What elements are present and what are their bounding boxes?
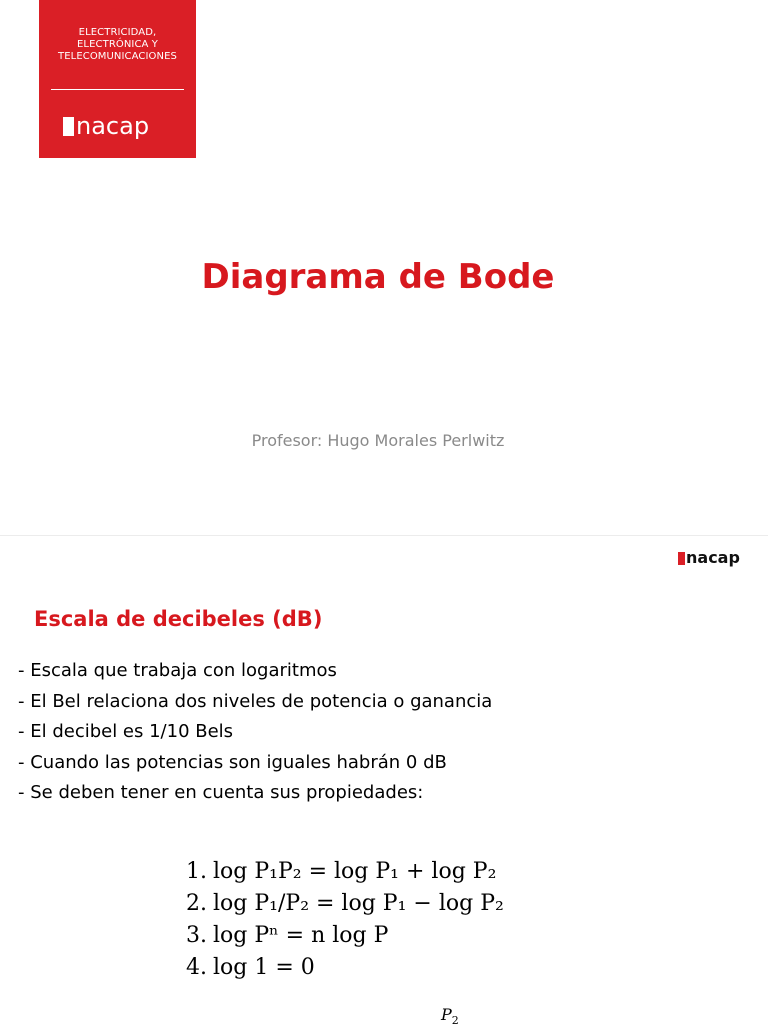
inacap-logo-mark-icon bbox=[63, 117, 74, 136]
department-name bbox=[39, 27, 196, 63]
formula-text: log P₁P₂ = log P₁ + log P₂ bbox=[213, 859, 497, 884]
formula-text: log P₁/P₂ = log P₁ − log P₂ bbox=[213, 891, 504, 916]
slide-title: Diagrama de Bode bbox=[201, 257, 555, 297]
formula-number: 1. bbox=[186, 859, 207, 884]
log-properties-list bbox=[186, 856, 504, 984]
bullet-list bbox=[18, 656, 492, 809]
formula-item bbox=[186, 952, 504, 984]
formula-subscript: 2 bbox=[451, 1014, 459, 1028]
formula-number: 4. bbox=[186, 955, 207, 980]
formula-item bbox=[186, 888, 504, 920]
department-line: TELECOMUNICACIONES bbox=[58, 51, 177, 62]
professor-name: Profesor: Hugo Morales Perlwitz bbox=[251, 431, 505, 450]
formula-item bbox=[186, 856, 504, 888]
department-line: ELECTRÓNICA Y bbox=[77, 39, 158, 50]
list-item: - El decibel es 1/10 Bels bbox=[18, 721, 234, 742]
inacap-logo bbox=[63, 110, 149, 140]
list-item: - El Bel relaciona dos niveles de potencia o ganancia bbox=[18, 690, 493, 712]
brand-divider bbox=[51, 89, 184, 90]
cut-off-formula bbox=[441, 1005, 459, 1031]
formula-variable: P bbox=[441, 1005, 452, 1024]
brand-panel bbox=[39, 0, 196, 158]
inacap-logo-text: nacap bbox=[76, 112, 150, 140]
formula-text: log 1 = 0 bbox=[213, 955, 315, 980]
list-item: - Se deben tener en cuenta sus propiedades: bbox=[18, 782, 424, 803]
inacap-logo-small bbox=[678, 546, 740, 568]
formula-text: log Pⁿ = n log P bbox=[213, 923, 389, 948]
list-item: - Cuando las potencias son iguales habrán 0 dB bbox=[18, 751, 447, 773]
inacap-logo-mark-icon bbox=[678, 552, 685, 565]
section-heading: Escala de decibeles (dB) bbox=[34, 607, 323, 631]
formula-number: 2. bbox=[186, 891, 207, 916]
department-line: ELECTRICIDAD, bbox=[78, 27, 157, 38]
formula-number: 3. bbox=[186, 923, 207, 948]
formula-item bbox=[186, 920, 504, 952]
slide-divider bbox=[0, 535, 768, 536]
list-item: - Escala que trabaja con logaritmos bbox=[18, 660, 337, 681]
inacap-logo-text: nacap bbox=[686, 548, 740, 567]
